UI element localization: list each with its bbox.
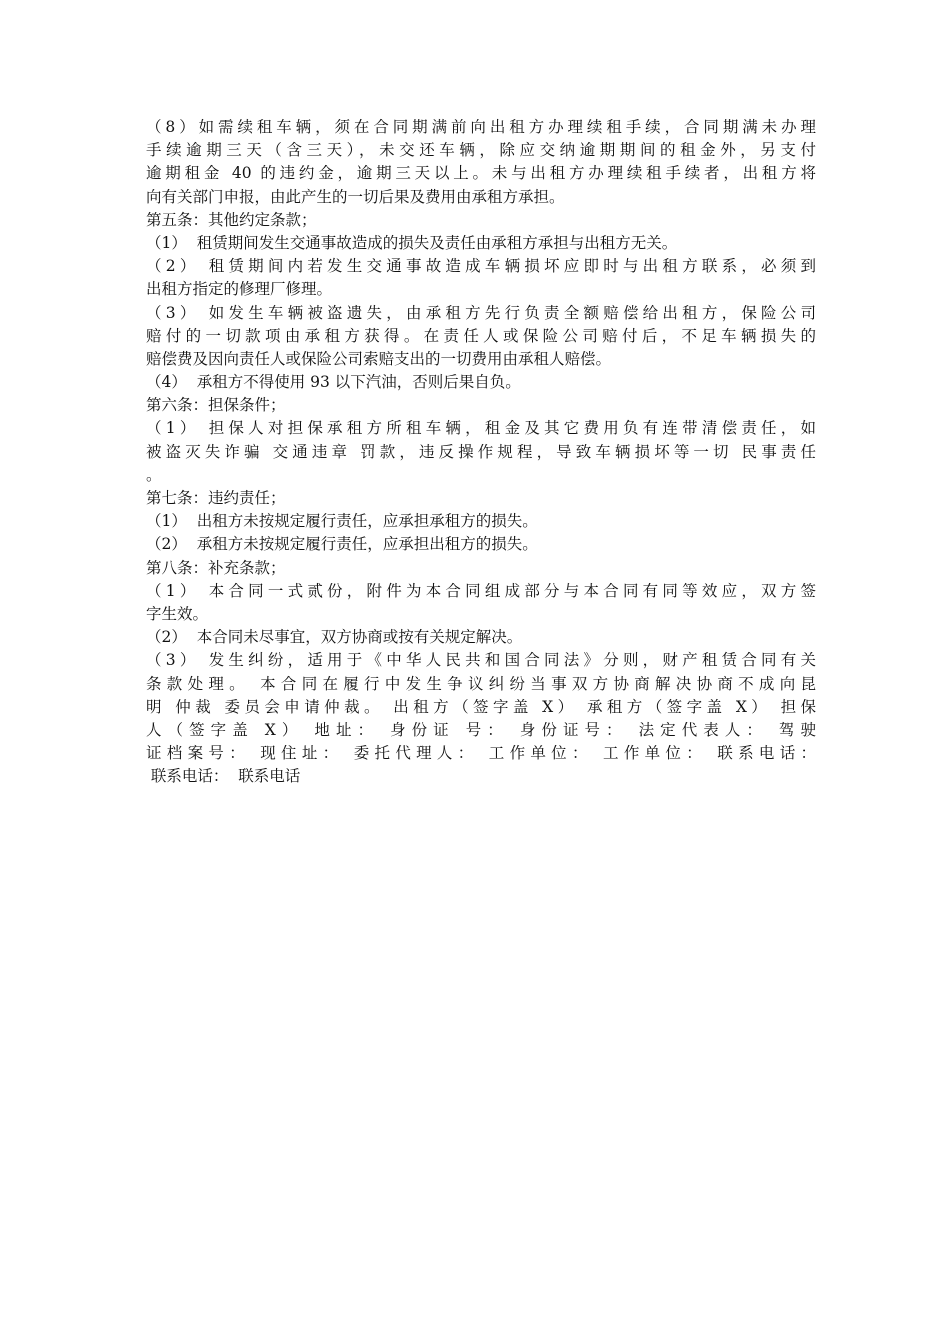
text-line: 被盗灭失诈骗 交通违章 罚款，违反操作规程，导致车辆损坏等一切 民事责任	[146, 442, 816, 461]
text-line: 。	[146, 465, 162, 484]
section-heading: 第七条：违约责任；	[146, 489, 286, 507]
contract-text	[146, 116, 816, 788]
text-line: （4） 承租方不得使用 93 以下汽油，否则后果自负。	[146, 373, 521, 392]
text-line: 赔偿费及因向责任人或保险公司索赔支出的一切费用由承租人赔偿。	[146, 349, 612, 368]
text-line: 向有关部门申报，由此产生的一切后果及费用由承租方承担。	[146, 187, 565, 206]
text-line: 条款处理。 本合同在履行中发生争议纠纷当事双方协商解决协商不成向昆	[146, 674, 816, 693]
section-heading: 第五条：其他约定条款；	[146, 210, 317, 229]
text-line: 人（签字盖 X） 地址： 身份证 号： 身份证号： 法定代表人： 驾驶	[146, 720, 816, 739]
text-line: （3） 发生纠纷，适用于《中华人民共和国合同法》分则，财产租赁合同有关	[146, 651, 816, 670]
text-line: 字生效。	[146, 604, 209, 623]
text-line: （8）如需续租车辆，须在合同期满前向出租方办理续租手续，合同期满未办理	[146, 118, 816, 136]
text-line: （3） 如发生车辆被盗遗失，由承租方先行负责全额赔偿给出租方，保险公司	[146, 303, 816, 322]
text-line: 明 仲裁 委员会申请仲裁。 出租方（签字盖 X） 承租方（签字盖 X） 担保	[146, 697, 816, 716]
text-line: （1） 担保人对担保承租方所租车辆，租金及其它费用负有连带清偿责任，如	[146, 419, 816, 438]
text-line: （1） 本合同一式贰份，附件为本合同组成部分与本合同有同等效应，双方签	[146, 581, 816, 600]
text-line: 手续逾期三天（含三天），未交还车辆，除应交纳逾期期间的租金外，另支付	[146, 141, 816, 160]
text-line: 赔付的一切款项由承租方获得。在责任人或保险公司赔付后，不足车辆损失的	[146, 326, 816, 345]
section-heading: 第六条：担保条件；	[146, 396, 286, 415]
text-line: （2） 本合同未尽事宜，双方协商或按有关规定解决。	[146, 628, 523, 647]
text-line: 出租方指定的修理厂修理。	[146, 280, 333, 299]
text-line: 逾期租金 40 的违约金，逾期三天以上。未与出租方办理续租手续者，出租方将	[146, 164, 816, 183]
text-line: 证档案号： 现住址： 委托代理人： 工作单位： 工作单位： 联系电话：	[146, 744, 816, 763]
text-line: （1） 租赁期间发生交通事故造成的损失及责任由承租方承担与出租方无关。	[146, 233, 678, 252]
text-line: （2） 承租方未按规定履行责任，应承担出租方的损失。	[146, 535, 538, 554]
section-heading: 第八条：补充条款；	[146, 558, 286, 577]
text-line: （2） 租赁期间内若发生交通事故造成车辆损坏应即时与出租方联系，必须到	[146, 257, 816, 276]
text-line: 联系电话： 联系电话	[146, 767, 301, 786]
text-line: （1） 出租方未按规定履行责任，应承担承租方的损失。	[146, 512, 538, 531]
